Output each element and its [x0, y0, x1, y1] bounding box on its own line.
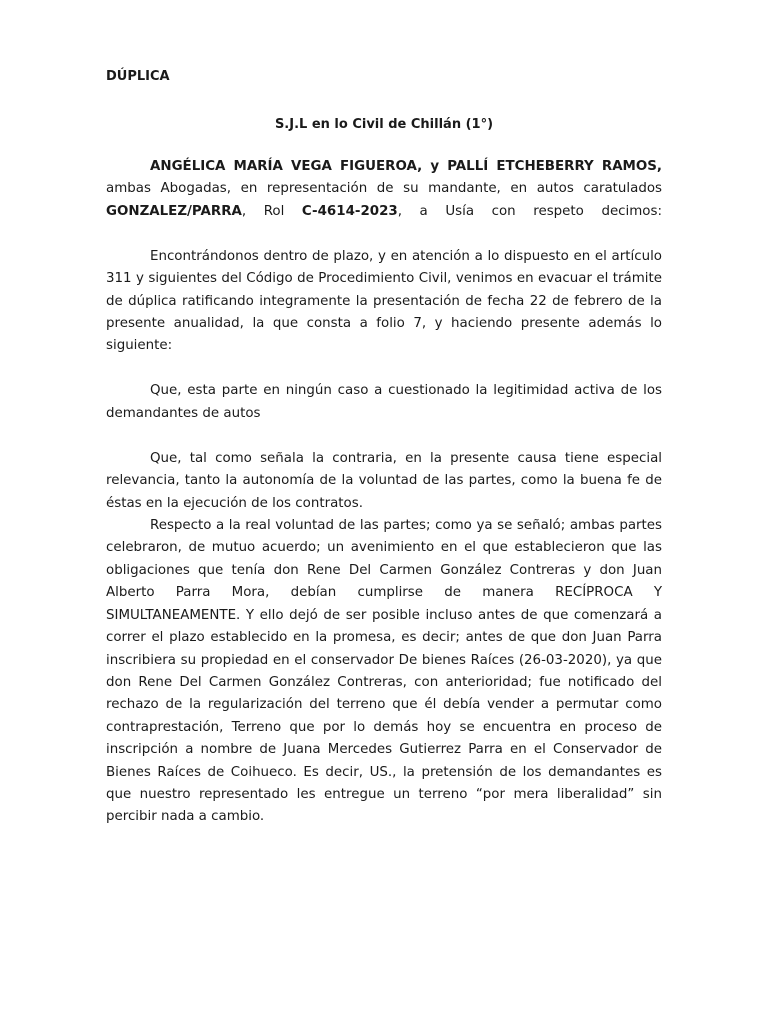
court-heading: S.J.L en lo Civil de Chillán (1°): [274, 117, 494, 132]
paragraph-spacer: [106, 358, 662, 381]
intro-text-rol: , Rol: [241, 203, 302, 219]
intro-paragraph: [106, 156, 662, 223]
intro-text-closing: , a Usía con respeto decimos:: [397, 203, 662, 219]
document-body: [106, 156, 662, 829]
paragraph-deadline: Encontrándonos dentro de plazo, y en atención a lo dispuesto en el artículo 311 y siguientes del Código de Procedimiento Civil, venimos en evacuar el trámite de dúplica ratificando integramente la presentación de fecha 22 de febrero de la presente anualidad, la que consta a folio 7, y haciendo presente además lo siguiente:: [106, 248, 662, 354]
paragraph-spacer: [106, 223, 662, 246]
paragraph-legitimacy: Que, esta parte en ningún caso a cuestionado la legitimidad activa de los demandantes de autos: [106, 383, 662, 421]
case-number: C-4614-2023: [301, 203, 398, 219]
document-title: DÚPLICA: [106, 69, 170, 84]
case-name: GONZALEZ/PARRA: [106, 203, 242, 219]
paragraph-autonomy: Que, tal como señala la contraria, en la presente causa tiene especial relevancia, tanto la autonomía de la voluntad de las partes, como la buena fe de éstas en la ejecución de los contratos.: [106, 450, 662, 511]
attorneys-names: ANGÉLICA MARÍA VEGA FIGUEROA, y PALLÍ ETCHEBERRY RAMOS,: [150, 159, 662, 174]
paragraph-spacer: [106, 425, 662, 448]
intro-text: ambas Abogadas, en representación de su mandante, en autos caratulados: [106, 181, 662, 197]
paragraph-real-will: Respecto a la real voluntad de las partes; como ya se señaló; ambas partes celebraron, de mutuo acuerdo; un avenimiento en el que establecieron que las obligaciones que tenía don Rene Del Carmen González Contreras y don Juan Alberto Parra Mora, debían cumplirse de manera RECÍPROCA Y SIMULTANEAMENTE. Y ello dejó de ser posible incluso antes de que comenzará a correr el plazo establecido en la promesa, es decir; antes de que don Juan Parra inscribiera su propiedad en el conservador De bienes Raíces (26-03-2020), ya que don Rene Del Carmen González Contreras, con anterioridad; fue notificado del rechazo de la regularización del terreno que él debía vender a permutar como contraprestación, Terreno que por lo demás hoy se encuentra en proceso de inscripción a nombre de Juana Mercedes Gutierrez Parra en el Conservador de Bienes Raíces de Coihueco. Es decir, US., la pretensión de los demandantes es que nuestro representado les entregue un terreno “por mera liberalidad” sin percibir nada a cambio.: [106, 518, 662, 825]
